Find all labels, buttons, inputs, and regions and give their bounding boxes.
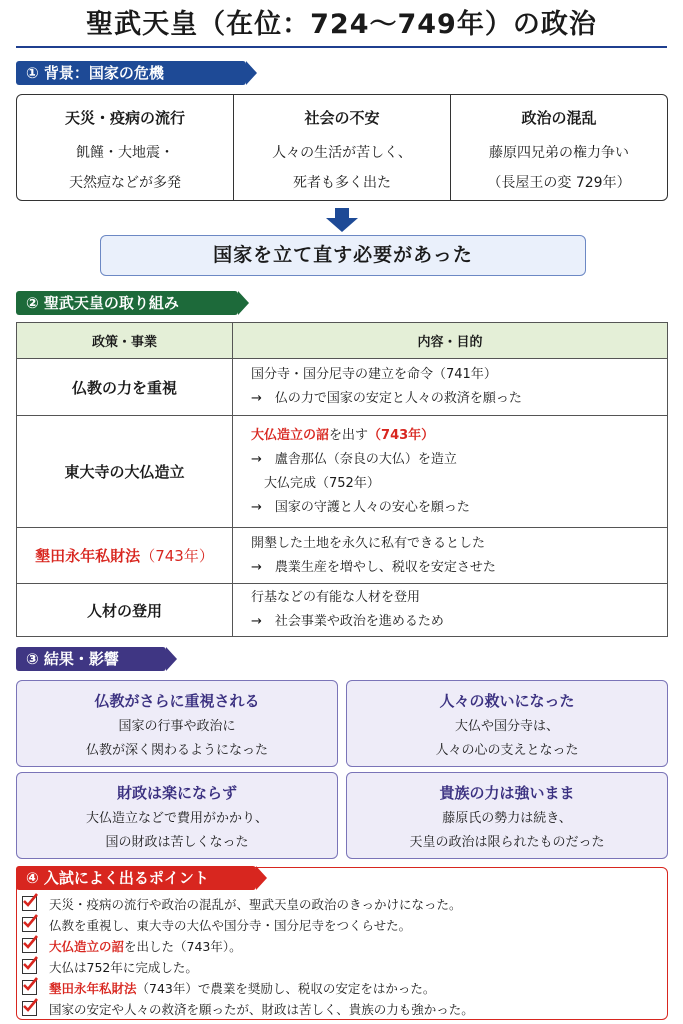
bg-text: 死者も多く出た <box>293 175 391 191</box>
result-text: 大仏や国分寺は、 <box>454 719 559 734</box>
background-box <box>16 94 668 201</box>
point-text: 仏教を重視し、東大寺の大仏や国分寺・国分尼寺をつくらせた。 <box>49 917 412 933</box>
result-text: 藤原氏の勢力は続き、 <box>442 811 572 826</box>
background-col-politics <box>451 95 667 200</box>
point-text: （743年）で農業を奨励し、税収の安定をはかった。 <box>136 980 436 996</box>
highlight-term: 墾田永年私財法 <box>35 547 141 565</box>
result-card <box>16 772 338 859</box>
background-col-society <box>234 95 451 200</box>
table-header: 政策・事業 <box>17 323 233 359</box>
policy-line: → 社会事業や政治を進めるため <box>251 614 444 629</box>
table-header: 内容・目的 <box>233 323 668 359</box>
list-item <box>22 893 474 914</box>
highlight-year: （743年） <box>140 547 214 565</box>
highlight-year: （743年） <box>368 427 435 443</box>
bg-heading: 政治の混乱 <box>521 109 597 127</box>
result-text: 国家の行事や政治に <box>118 719 236 734</box>
result-text: 国の財政は苦しくなった <box>105 835 249 850</box>
checkbox-checked-icon <box>22 959 37 974</box>
highlight-term: 大仏造立の詔 <box>49 938 125 954</box>
policy-name: 東大寺の大仏造立 <box>17 416 233 528</box>
table-row <box>17 584 668 637</box>
section3-label: ③ 結果・影響 <box>16 647 166 671</box>
result-text: 大仏造立などで費用がかかり、 <box>85 811 268 826</box>
page-title: 聖武天皇（在位：724〜749年）の政治 <box>86 9 597 40</box>
policy-line: 開墾した土地を永久に私有できるとした <box>251 535 486 551</box>
policy-name: 仏教の力を重視 <box>17 359 233 416</box>
result-heading: 貴族の力は強いまま <box>439 784 575 802</box>
result-text: 天皇の政治は限られたものだった <box>409 835 605 850</box>
bg-heading: 社会の不安 <box>304 109 380 127</box>
list-item <box>22 998 474 1019</box>
bg-text: 天然痘などが多発 <box>69 175 181 191</box>
list-item <box>22 914 474 935</box>
result-card <box>16 680 338 767</box>
checkbox-checked-icon <box>22 938 37 953</box>
bg-text: 藤原四兄弟の権力争い <box>489 145 629 161</box>
list-item <box>22 977 474 998</box>
checkbox-checked-icon <box>22 896 37 911</box>
policy-line: 大仏完成（752年） <box>251 475 380 491</box>
background-col-disaster <box>17 95 234 200</box>
result-card <box>346 772 668 859</box>
point-text: 大仏は752年に完成した。 <box>49 959 198 975</box>
policy-name-cell <box>17 528 233 584</box>
points-list <box>22 893 474 1019</box>
list-item <box>22 935 474 956</box>
table-row <box>17 359 668 416</box>
table-row <box>17 528 668 584</box>
result-heading: 財政は楽にならず <box>116 784 237 802</box>
point-text: を出した（743年）。 <box>124 938 242 954</box>
bg-text: （長屋王の変 729年） <box>487 175 631 191</box>
highlight-term: 墾田永年私財法 <box>49 980 137 996</box>
policy-name: 人材の登用 <box>17 584 233 637</box>
policy-table <box>16 322 668 637</box>
policy-text: を出す <box>329 427 369 443</box>
policy-line: → 仏の力で国家の安定と人々の救済を願った <box>251 391 522 406</box>
result-text: 仏教が深く関わるようになった <box>85 743 268 758</box>
result-text: 人々の心の支えとなった <box>435 743 579 758</box>
section2-label: ② 聖武天皇の取り組み <box>16 291 238 315</box>
checkbox-checked-icon <box>22 1001 37 1016</box>
result-heading: 仏教がさらに重視される <box>94 692 260 710</box>
checkbox-checked-icon <box>22 980 37 995</box>
bg-text: 人々の生活が苦しく、 <box>272 145 412 161</box>
policy-line: 行基などの有能な人材を登用 <box>251 590 421 605</box>
point-text: 国家の安定や人々の救済を願ったが、財政は苦しく、貴族の力も強かった。 <box>49 1001 474 1017</box>
down-arrow-icon <box>326 208 358 232</box>
title-underline <box>16 46 667 48</box>
table-row <box>17 416 668 528</box>
list-item <box>22 956 474 977</box>
policy-line: → 盧舎那仏（奈良の大仏）を造立 <box>251 451 457 467</box>
highlight-term: 大仏造立の詔 <box>251 427 330 443</box>
policy-line: 国分寺・国分尼寺の建立を命令（741年） <box>251 367 497 382</box>
bg-heading: 天災・疫病の流行 <box>64 109 185 127</box>
conclusion-box: 国家を立て直す必要があった <box>100 235 586 276</box>
result-heading: 人々の救いになった <box>439 692 575 710</box>
section4-label: ④ 入試によく出るポイント <box>16 866 256 890</box>
checkbox-checked-icon <box>22 917 37 932</box>
section1-label: ① 背景：国家の危機 <box>16 61 246 85</box>
bg-text: 飢饉・大地震・ <box>76 145 174 161</box>
policy-line: → 農業生産を増やし、税収を安定させた <box>251 559 496 575</box>
point-text: 天災・疫病の流行や政治の混乱が、聖武天皇の政治のきっかけになった。 <box>49 896 462 912</box>
result-card <box>346 680 668 767</box>
policy-line: → 国家の守護と人々の安心を願った <box>251 499 470 515</box>
